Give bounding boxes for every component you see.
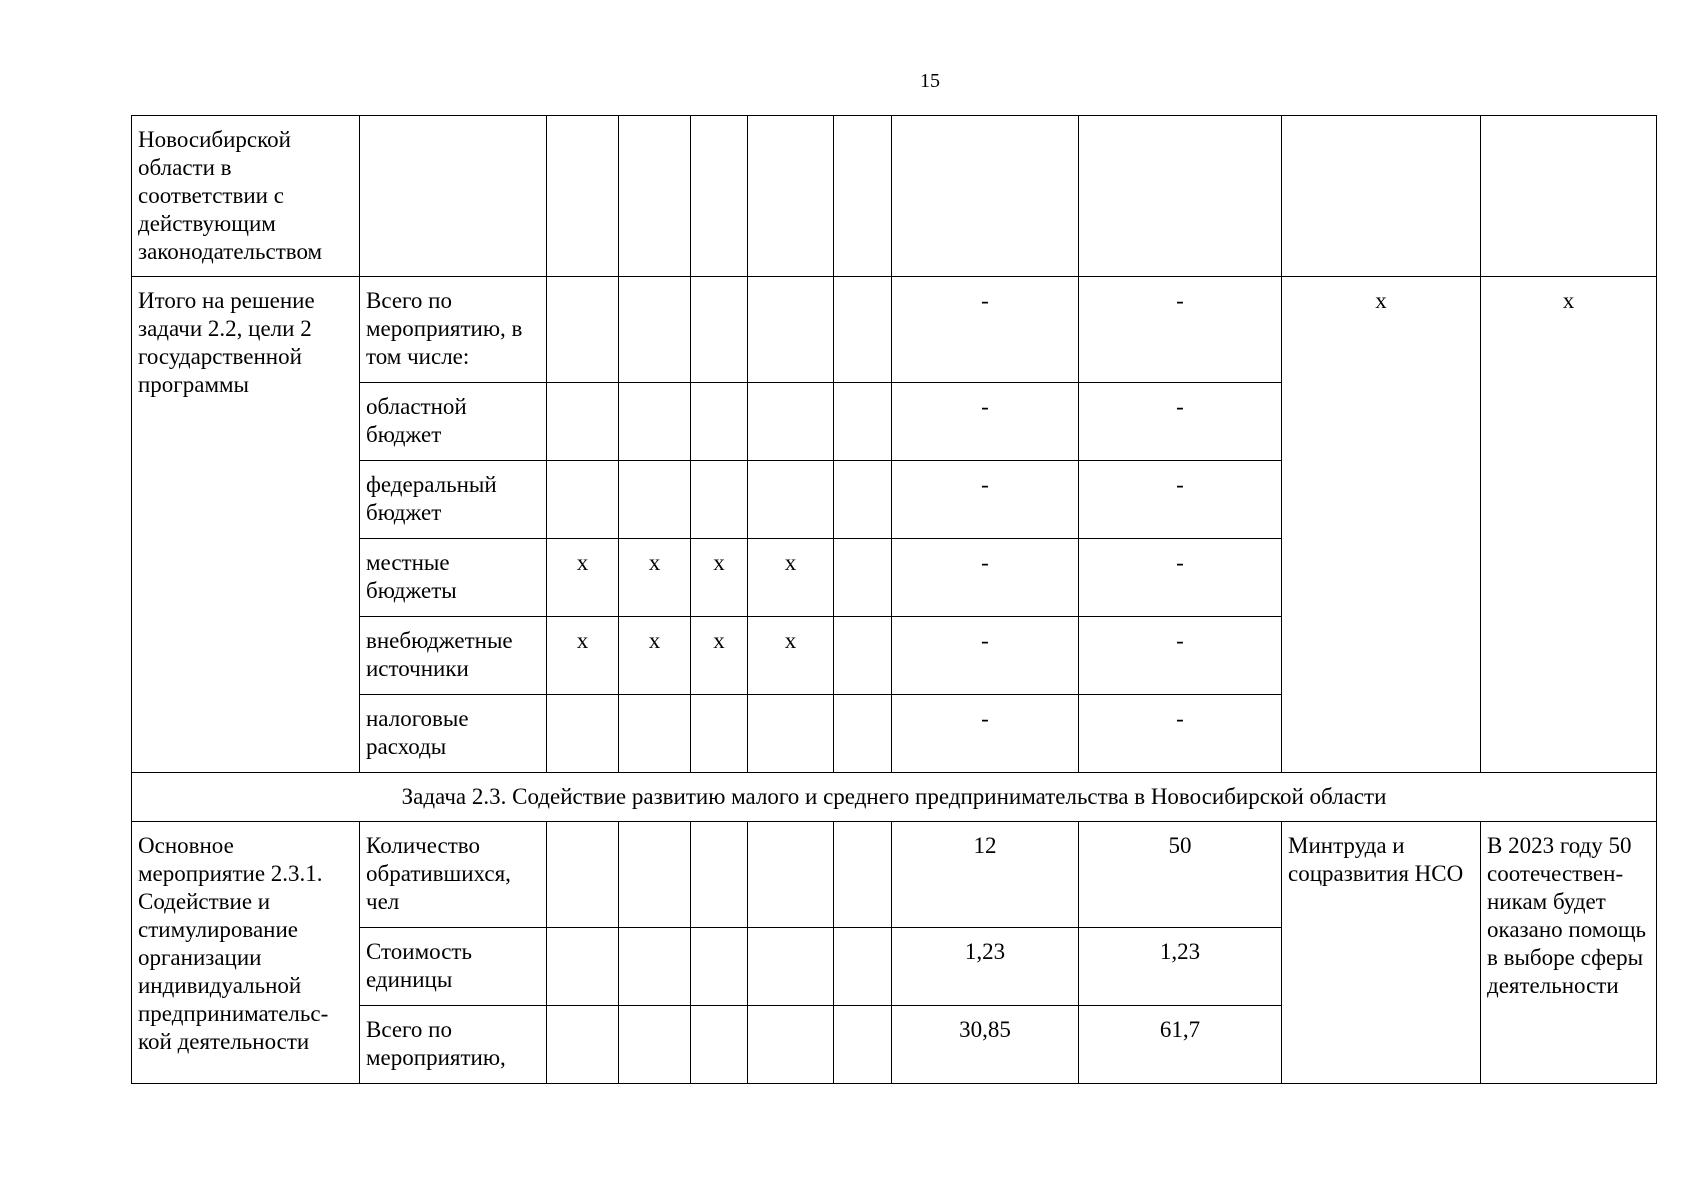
program-table (131, 115, 1657, 1084)
value-cell: - (892, 695, 1079, 773)
value-cell: - (1079, 539, 1282, 617)
value-cell: 12 (892, 822, 1079, 928)
value-cell: - (892, 383, 1079, 461)
table-row (132, 773, 1657, 822)
row-label: федеральный бюджет (360, 461, 547, 539)
row-label: Всего по мероприятию, в том числе: (360, 277, 547, 383)
measure-label: Основное мероприятие 2.3.1. Содействие и стимулирование организации индивидуальной предпринимательс-кой деятельности (132, 822, 360, 1084)
value-cell: 50 (1079, 822, 1282, 928)
page-number: 15 (920, 70, 940, 92)
value-cell: 30,85 (892, 1006, 1079, 1084)
value-cell: 1,23 (892, 928, 1079, 1006)
table-row (132, 822, 1657, 928)
value-cell: - (1079, 277, 1282, 383)
table-row (132, 277, 1657, 383)
result-cell: В 2023 году 50 соотечествен-никам будет оказано помощь в выборе сферы деятельности (1481, 822, 1657, 1084)
value-cell: - (1079, 383, 1282, 461)
row-label: местные бюджеты (360, 539, 547, 617)
value-cell: 61,7 (1079, 1006, 1282, 1084)
value-cell: - (1079, 695, 1282, 773)
result-cell: x (1481, 277, 1657, 773)
row-label: областной бюджет (360, 383, 547, 461)
value-cell: - (892, 277, 1079, 383)
row-label: налоговые расходы (360, 695, 547, 773)
value-cell: - (892, 461, 1079, 539)
executor-cell: x (1282, 277, 1481, 773)
continuation-text: Новосибирской области в соответствии с действующим законодательством (132, 116, 360, 277)
table-row: местные бюджеты x x x x - - (132, 539, 1657, 617)
value-cell: - (892, 617, 1079, 695)
row-label: Количество обратившихся, чел (360, 822, 547, 928)
value-cell: - (1079, 617, 1282, 695)
value-cell: - (1079, 461, 1282, 539)
row-label: Стоимость единицы (360, 928, 547, 1006)
row-label: внебюджетные источники (360, 617, 547, 695)
executor-cell: Минтруда и соцразвития НСО (1282, 822, 1481, 1084)
value-cell: 1,23 (1079, 928, 1282, 1006)
table-row: внебюджетные источники x x x x - - (132, 617, 1657, 695)
total-label: Итого на решение задачи 2.2, цели 2 государственной программы (132, 277, 360, 773)
row-label: Всего по мероприятию, (360, 1006, 547, 1084)
value-cell: - (892, 539, 1079, 617)
table-row (132, 116, 1657, 277)
task-header: Задача 2.3. Содействие развитию малого и среднего предпринимательства в Новосибирской области (132, 773, 1657, 822)
